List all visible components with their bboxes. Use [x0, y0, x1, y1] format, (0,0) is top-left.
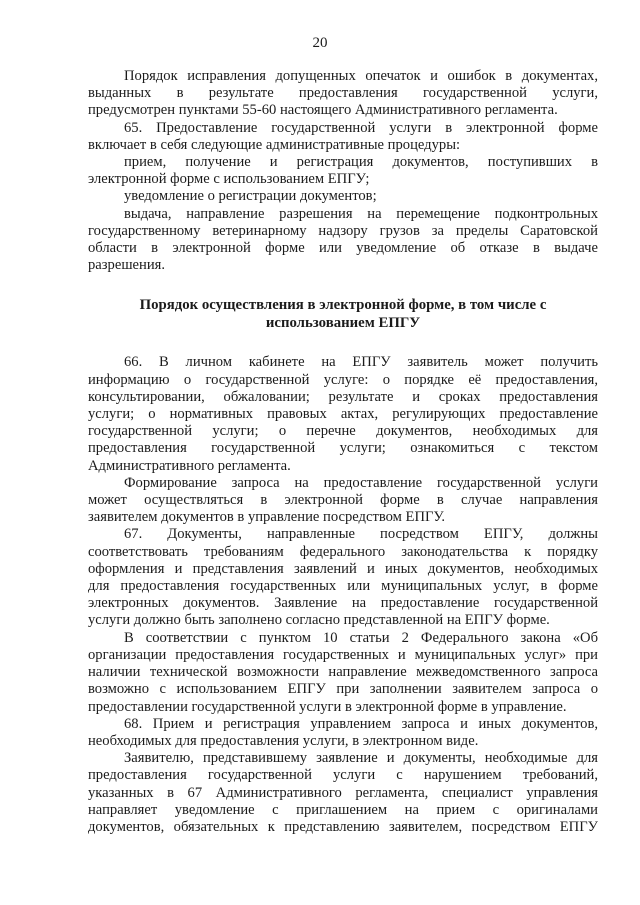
- page-number: 20: [312, 35, 328, 51]
- text-line: необходимых для предоставления услуги, в электронном виде.: [88, 732, 479, 749]
- section-heading: [88, 296, 598, 332]
- text-line: государственному ветеринарному надзору грузов за пределы Саратовской: [88, 222, 598, 239]
- text-line: области в электронной форме или уведомление об отказе в выдаче: [88, 240, 598, 257]
- paragraph: [88, 526, 598, 629]
- text-line: включает в себя следующие административные процедуры:: [88, 136, 461, 153]
- text-line: направляет уведомление с приглашением на прием с оригиналами: [88, 801, 598, 818]
- text-line: консультировании, обжаловании; результате и сроках предоставления: [88, 388, 598, 405]
- text-line: 68. Прием и регистрация управлением запроса и иных документов,: [124, 715, 598, 732]
- text-line: 66. В личном кабинете на ЕПГУ заявитель может получить: [124, 354, 598, 371]
- text-line: электронных документов. Заявление на предоставление государственной: [88, 595, 598, 612]
- text-line: соответствовать требованиям федерального законодательства к порядку: [88, 543, 598, 560]
- paragraph: [88, 154, 598, 188]
- text-line: Порядок исправления допущенных опечаток и ошибок в документах,: [124, 68, 598, 84]
- paragraph: [88, 475, 598, 527]
- text-line: документов, обязательных к представлению заявителем, посредством ЕПГУ: [88, 818, 598, 835]
- text-line: заявителем документов в управление посредством ЕПГУ.: [88, 509, 446, 526]
- paragraph: [88, 68, 598, 120]
- text-line: наличии технической возможности направление межведомственного запроса: [88, 664, 598, 681]
- document-body: [88, 68, 598, 836]
- text-line: возможно с использованием ЕПГУ при заполнении заявителем запроса о: [88, 681, 598, 698]
- text-line: Формирование запроса на предоставление государственной услуги: [124, 474, 598, 491]
- text-line: прием, получение и регистрация документов, поступивших в: [124, 154, 598, 171]
- paragraph: [88, 716, 598, 750]
- text-line: В соответствии с пунктом 10 статьи 2 Федерального закона «Об: [124, 629, 598, 646]
- text-line: 67. Документы, направленные посредством ЕПГУ, должны: [124, 526, 598, 543]
- text-line: для предоставления государственных или муниципальных услуг, в форме: [88, 578, 598, 595]
- bottom-section: [88, 354, 598, 836]
- text-line: предоставлении государственной услуги в электронной форме в управление.: [88, 698, 567, 715]
- text-line: выданных в результате предоставления государственной услуги,: [88, 85, 598, 102]
- text-line: организации предоставления государственных и муниципальных услуг» при: [88, 646, 598, 663]
- top-section: [88, 68, 598, 274]
- text-line: 65. Предоставление государственной услуги в электронной форме: [124, 119, 598, 136]
- text-line: услуги; о нормативных правовых актах, регулирующих предоставление: [88, 406, 598, 423]
- paragraph: [88, 206, 598, 275]
- text-line: государственной услуги; о перечне документов, необходимых для: [88, 423, 598, 440]
- section-heading-line: Порядок осуществления в электронной форме, в том числе с: [139, 297, 547, 314]
- text-line: указанных в 67 Административного регламента, специалист управления: [88, 784, 598, 801]
- text-line: может осуществляться в электронной форме в случае направления: [88, 492, 598, 509]
- text-line: предоставления государственной услуги; ознакомиться с текстом: [88, 440, 598, 457]
- text-line: разрешения.: [88, 257, 166, 274]
- text-line: услуги должно быть заполнено согласно представленной на ЕПГУ форме.: [88, 612, 550, 629]
- paragraph: [88, 630, 598, 716]
- text-line: предоставления государственной услуги с нарушением требований,: [88, 767, 598, 784]
- paragraph: [88, 354, 598, 474]
- paragraph: [88, 120, 598, 154]
- text-line: предусмотрен пунктами 55-60 настоящего Административного регламента.: [88, 102, 558, 119]
- paragraph: [88, 750, 598, 836]
- section-heading-line: использованием ЕПГУ: [265, 315, 421, 332]
- text-line: оформления и представления заявлений и иных документов, необходимых: [88, 560, 598, 577]
- text-line: выдача, направление разрешения на перемещение подконтрольных: [124, 205, 598, 222]
- paragraph: [88, 188, 598, 205]
- text-line: уведомление о регистрации документов;: [124, 188, 377, 205]
- text-line: Административного регламента.: [88, 457, 291, 474]
- text-line: информацию о государственной услуге: о порядке её предоставления,: [88, 371, 598, 388]
- text-line: Заявителю, представившему заявление и документы, необходимые для: [124, 750, 598, 767]
- text-line: электронной форме с использованием ЕПГУ;: [88, 171, 370, 188]
